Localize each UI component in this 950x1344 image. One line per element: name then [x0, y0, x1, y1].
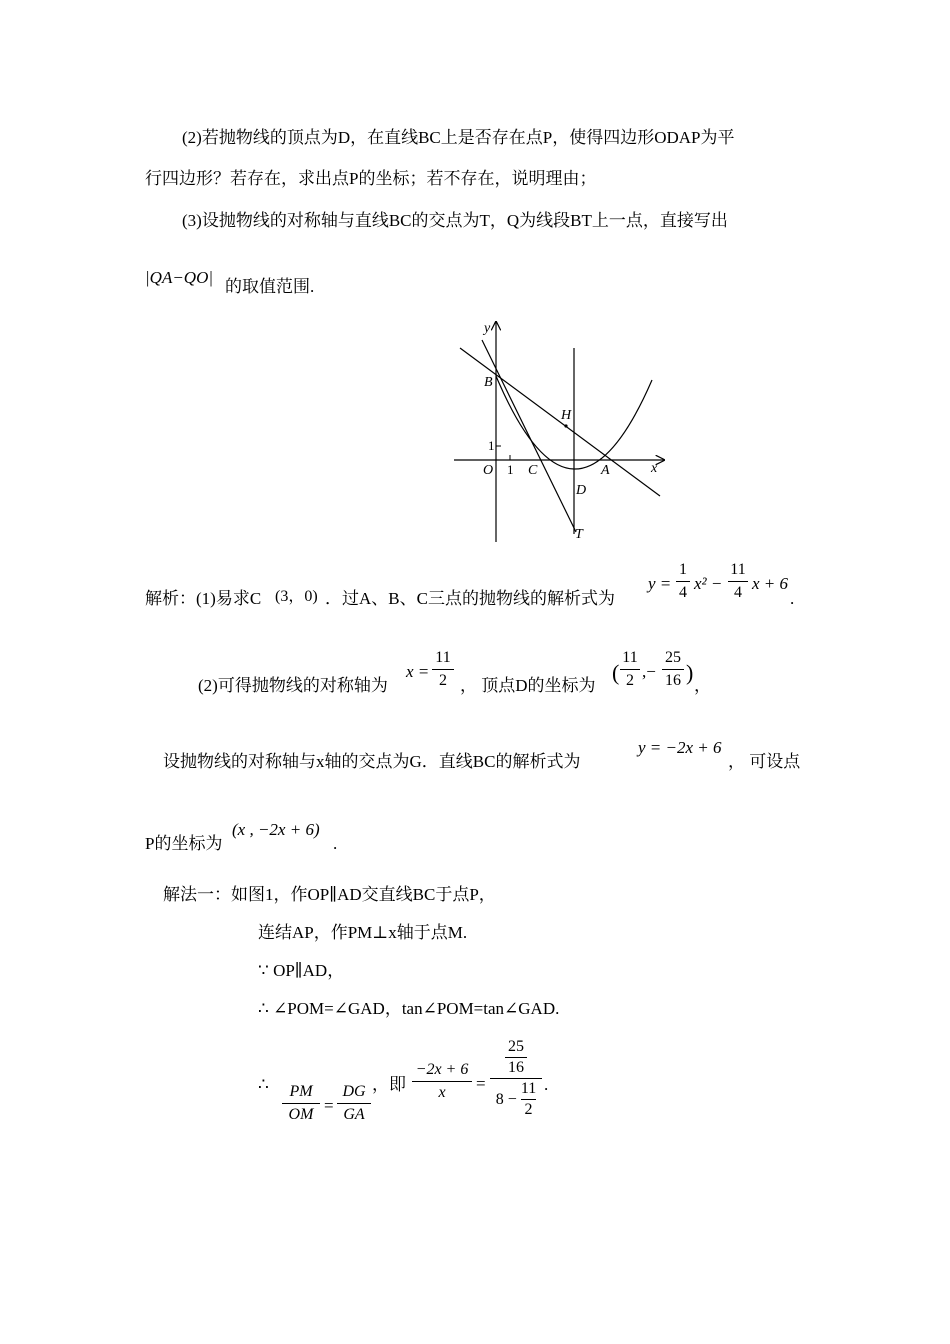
ratio-equals: = — [324, 1096, 334, 1115]
vertex-y-frac: 25 16 — [662, 648, 684, 691]
ratio-left: PM OM — [282, 1082, 320, 1125]
label-one-y: 1 — [488, 438, 495, 453]
line-g-text: 设抛物线的对称轴与x轴的交点为G．直线BC的解析式为 — [163, 752, 581, 771]
vertex-sep: ,− — [642, 662, 656, 681]
q2-line2: 行四边形？若存在，求出点P的坐标；若不存在，说明理由； — [145, 169, 597, 188]
therefore-symbol: ∴ — [258, 1075, 269, 1094]
vertex-comma: ， — [694, 676, 711, 695]
part1-text: ．过A、B、C三点的抛物线的解析式为 — [325, 589, 615, 608]
vertex-close: ) — [686, 660, 694, 685]
axis-lhs: x = — [406, 662, 430, 681]
eq1-mid: x² − — [694, 574, 723, 593]
parabola-figure — [448, 316, 672, 548]
bc-equation: y = −2x + 6 — [638, 738, 722, 757]
label-b: B — [484, 375, 493, 390]
label-a: A — [601, 463, 610, 478]
part2-intro: (2)可得抛物线的对称轴为 — [198, 676, 388, 695]
label-one-x: 1 — [507, 462, 514, 477]
eq1-period: . — [790, 589, 795, 608]
part1-intro: 解析：(1)易求C — [145, 589, 262, 608]
eq1-tail: x + 6 — [752, 574, 789, 593]
eq1-lhs: y = — [648, 574, 672, 593]
point-h — [564, 424, 567, 427]
label-o: O — [483, 463, 494, 478]
q3-line1: (3)设抛物线的对称轴与直线BC的交点为T，Q为线段BT上一点，直接写出 — [182, 211, 728, 230]
big-equals: = — [476, 1074, 486, 1093]
line-g-tail: ， 可设点 — [728, 752, 801, 771]
point-c: (3，0) — [275, 588, 318, 605]
vertex-intro: ， 顶点D的坐标为 — [460, 676, 596, 695]
vertex-open: ( — [612, 660, 620, 685]
q2-line1: (2)若抛物线的顶点为D，在直线BC上是否存在点P，使得四边形ODAP为平 — [182, 128, 735, 147]
label-t: T — [575, 527, 583, 542]
p-coordinate: (x , −2x + 6) — [232, 820, 320, 839]
ratio-right: DG GA — [337, 1082, 371, 1125]
axis-frac: 11 2 — [432, 648, 454, 691]
q3-tail: 的取值范围. — [225, 277, 315, 296]
big-period: . — [544, 1075, 549, 1094]
p-period: . — [333, 834, 338, 853]
step1: 连结AP，作PM⊥x轴于点M. — [258, 923, 468, 942]
label-x: x — [651, 461, 658, 476]
ji-text: ，即 — [372, 1075, 406, 1094]
vertex-x-frac: 11 2 — [620, 648, 640, 691]
step3: ∴ ∠POM=∠GAD，tan∠POM=tan∠GAD. — [258, 999, 560, 1018]
p-coord-text: P的坐标为 — [145, 834, 223, 853]
label-d: D — [576, 483, 587, 498]
label-c: C — [528, 463, 538, 478]
method1-line: 解法一：如图1，作OP∥AD交直线BC于点P， — [163, 885, 496, 904]
big-frac-right: 25 16 8 − $\frac{11}{2}$ — [490, 1038, 542, 1119]
label-y: y — [484, 321, 491, 336]
q3-abs-expression: |QA−QO| — [145, 268, 214, 287]
label-h: H — [561, 408, 572, 423]
big-frac-left: −2x + 6 x — [412, 1060, 472, 1103]
eq1-frac1: 1 4 — [676, 560, 690, 603]
eq1-frac2: 11 4 — [728, 560, 748, 603]
step2: ∵ OP∥AD， — [258, 961, 345, 980]
